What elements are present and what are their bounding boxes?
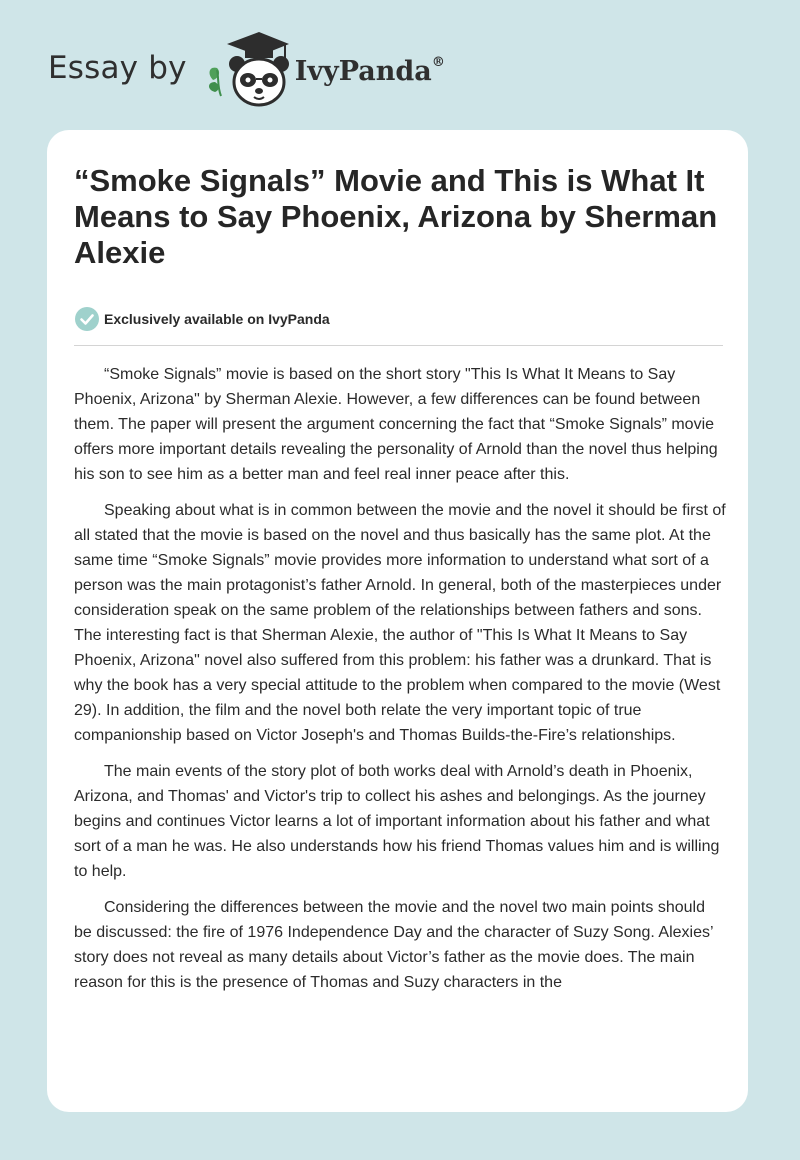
essay-by-label: Essay by — [48, 50, 187, 86]
brand-name-text: IvyPanda — [294, 56, 432, 87]
ivy-leaf-icon — [209, 68, 221, 96]
divider — [74, 345, 723, 346]
brand-name[interactable] — [295, 55, 445, 87]
registered-mark: ® — [431, 55, 445, 70]
site-header — [48, 30, 445, 110]
essay-body — [74, 362, 726, 1006]
check-badge-icon — [74, 306, 100, 332]
paragraph-3: The main events of the story plot of both works deal with Arnold’s death in Phoenix, Arizona, and Thomas' and Victor's trip to collect his ashes and belongings. As the journey begins and continues Victor learns a lot of important information about his father and what sort of a man he was. He also understands how his friend Thomas values him and is willing to help. — [74, 763, 720, 880]
essay-title: “Smoke Signals” Movie and This is What It Means to Say Phoenix, Arizona by Sherman Alexie — [74, 163, 718, 270]
paragraph-4: Considering the differences between the movie and the novel two main points should be discussed: the fire of 1976 Independence Day and the character of Suzy Song. Alexies’ story does not reveal as many details about Victor’s father as the movie does. The main reason for this is the presence of Thomas and Suzy characters in the — [74, 899, 713, 991]
panda-graduate-icon[interactable] — [201, 30, 291, 110]
exclusive-label: Exclusively available on IvyPanda — [104, 311, 330, 327]
exclusive-badge — [74, 306, 330, 332]
paragraph-1: “Smoke Signals” movie is based on the short story "This Is What It Means to Say Phoenix, Arizona" by Sherman Alexie. However, a few differences can be found between them. The paper will present the argument concerning the fact that “Smoke Signals” movie offers more important details revealing the personality of Arnold than the novel thus helping his son to see him as a better man and feel real inner peace after this. — [74, 366, 718, 483]
essay-card — [47, 130, 748, 1112]
paragraph-2: Speaking about what is in common between the movie and the novel it should be first of all stated that the movie is based on the novel and thus basically has the same plot. At the same time “Smoke Signals” movie provides more information to understand what sort of a person was the main protagonist’s father Arnold. In general, both of the masterpieces under consideration speak on the same problem of the relationships between fathers and sons. The interesting fact is that Sherman Alexie, the author of "This Is What It Means to Say Phoenix, Arizona" novel also suffered from this problem: his father was a drunkard. That is why the book has a very special attitude to the problem when compared to the movie (West 29). In addition, the film and the novel both relate the very important topic of true companionship based on Victor Joseph's and Thomas Builds-the-Fire’s relationships. — [74, 502, 726, 744]
